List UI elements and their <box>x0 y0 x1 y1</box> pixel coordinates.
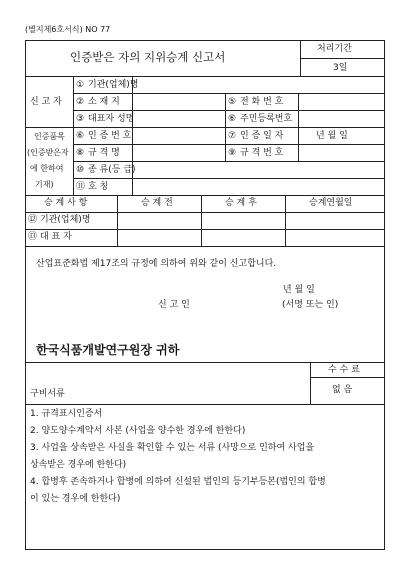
field-address-label: 소 재 지 <box>88 97 120 107</box>
declaration-text: 산업표준화법 제17조의 규정에 의하여 위와 같이 신고합니다. <box>36 259 277 269</box>
succession-header: 승 계 사 항 <box>44 198 88 208</box>
document-item: 이 있는 경우에 한한다) <box>30 494 121 504</box>
succession-header: 승 계 전 <box>141 198 173 208</box>
processing-label: 처리기간 <box>317 44 352 54</box>
field-grade-label: 종 류(등 급) <box>88 165 136 175</box>
form-code: (별지제6호서식) NO 77 <box>25 25 111 34</box>
succession-header: 승계연월일 <box>309 198 353 208</box>
field-standard-number-label: 규 격 번 호 <box>240 148 284 158</box>
field-rep-name-label: 대표자 성명 <box>88 114 135 124</box>
field-standard-name-label: 규 격 명 <box>88 148 120 158</box>
field-num: ⑤ <box>228 97 237 107</box>
signer-label: 신 고 인 <box>158 300 190 310</box>
field-num: ⑧ <box>76 148 85 158</box>
sign-hint: (서명 또는 인) <box>282 300 339 310</box>
field-phone-label: 전 화 번 호 <box>240 97 284 107</box>
document-item: 2. 양도양수계약서 사본 (사업을 양수한 경우에 한한다) <box>30 426 246 436</box>
field-num: ⑪ <box>76 182 86 192</box>
field-resident-number-label: 주민등록번호 <box>240 114 293 124</box>
declaration-date: 년 월 일 <box>283 285 315 295</box>
cert-section-label-line: 기재) <box>35 180 54 189</box>
succession-row-label: 기관(업체)명 <box>40 215 91 225</box>
field-num: ⑨ <box>228 148 237 158</box>
applicant-section-label: 신 고 자 <box>30 97 62 107</box>
field-num: ⑬ <box>28 232 38 242</box>
field-num: ⑫ <box>28 215 38 225</box>
documents-label: 구비서류 <box>30 389 65 399</box>
fee-label: 수 수 료 <box>328 365 360 375</box>
field-num: ③ <box>76 114 85 124</box>
field-cert-number-label: 인 증 번 호 <box>88 131 132 141</box>
field-num: ② <box>76 97 85 107</box>
processing-value: 3일 <box>333 63 348 73</box>
addressee: 한국식품개발연구원장 귀하 <box>36 343 180 357</box>
field-num: ⑦ <box>228 131 237 141</box>
field-num: ⑥ <box>228 114 237 124</box>
document-item: 3. 사업을 상속받은 사실을 확인할 수 있는 서류 (사망으로 인하여 사업을 <box>30 443 315 453</box>
field-num: ① <box>76 80 85 90</box>
document-item: 4. 합병후 존속하거나 합병에 의하여 신설된 법인의 등기부등본(법인의 합병 <box>30 477 326 487</box>
succession-header: 승 계 후 <box>225 198 257 208</box>
field-num: ⑥ <box>76 131 85 141</box>
succession-row-label: 대 표 자 <box>40 232 72 242</box>
field-org-name-label: 기관(업체)명 <box>88 80 139 90</box>
cert-section-label-line: (인증받은자 <box>27 148 69 157</box>
form-title: 인증받은 자의 지위승계 신고서 <box>70 50 226 64</box>
document-item: 상속받은 경우에 한한다) <box>30 460 127 470</box>
cert-section-label-line: 인증품목 <box>34 132 65 141</box>
fee-value: 없 음 <box>332 385 353 395</box>
field-num: ⑩ <box>76 165 85 175</box>
cert-section-label-line: 에 한하여 <box>30 164 64 173</box>
field-designation-label: 호 칭 <box>88 182 109 192</box>
field-cert-date-label: 인 증 일 자 <box>240 131 284 141</box>
field-cert-date-value: 년 월 일 <box>316 131 348 141</box>
document-item: 1. 규격표시인증서 <box>30 409 103 419</box>
